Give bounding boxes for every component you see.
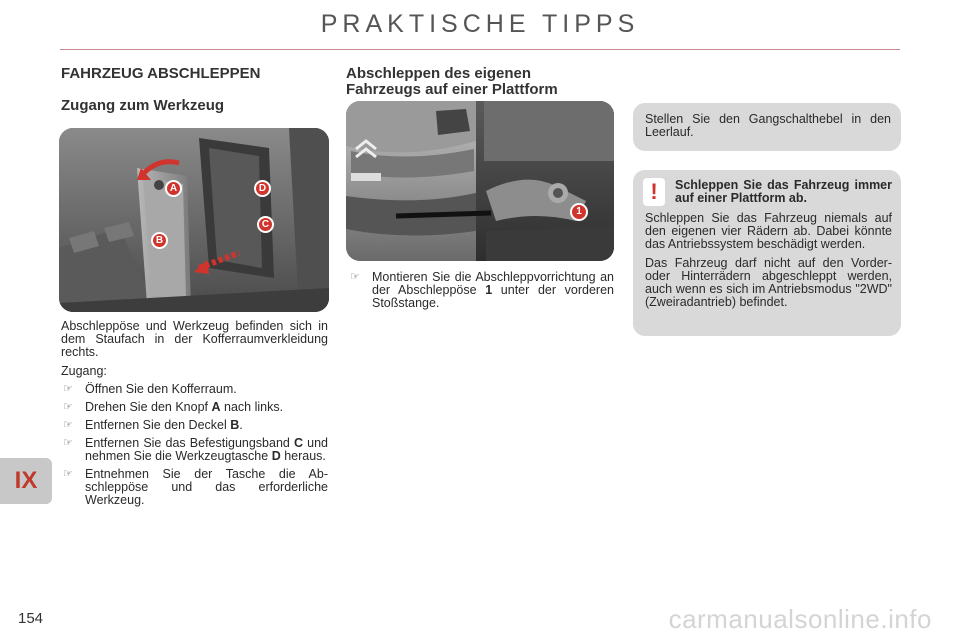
title-divider	[60, 49, 900, 50]
bullet-icon: ☞	[63, 401, 73, 413]
list-item: ☞ Entfernen Sie den Deckel B.	[63, 418, 243, 432]
list-item: ☞ Entfernen Sie das Befestigungsband C und nehmen Sie die Werkzeugtasche D heraus.	[63, 436, 328, 463]
gear-note: Stellen Sie den Gangschalthebel in den Leerlauf.	[633, 103, 901, 151]
bumper-photo	[346, 101, 614, 261]
label-c-marker: C	[257, 216, 274, 233]
tool-access-text	[61, 320, 328, 512]
bullet-icon: ☞	[63, 383, 73, 395]
warning-title: Schleppen Sie das Fahrzeug immer auf einer Plattform ab.	[675, 178, 892, 205]
list-item: ☞ Öffnen Sie den Kofferraum.	[63, 382, 237, 396]
bullet-icon: ☞	[63, 419, 73, 431]
chapter-tab	[0, 458, 52, 504]
label-1-marker: 1	[570, 203, 588, 221]
page-number: 154	[18, 610, 44, 627]
trunk-photo	[59, 128, 329, 312]
label-b-marker: B	[151, 232, 168, 249]
warning-paragraph-1: Schleppen Sie das Fahrzeug niemals auf den eigenen vier Rädern ab. Dabei könnte das Antriebssystem beschädigt werden.	[645, 211, 892, 251]
access-label: Zugang:	[61, 364, 107, 378]
watermark: carmanualsonline.info	[668, 604, 932, 634]
access-steps-list	[61, 383, 328, 507]
subheading-tool-access: Zugang zum Werkzeug	[61, 97, 225, 114]
list-item: ☞ Drehen Sie den Knopf A nach links.	[63, 400, 284, 414]
chapter-label: IX	[14, 467, 38, 494]
list-item: ☞ Montieren Sie die Abschleppvorrichtung an der Abschleppöse 1 unter der vorderen Stoßstange.	[350, 270, 614, 310]
exclamation-icon: !	[643, 178, 665, 206]
bullet-icon: ☞	[63, 468, 73, 480]
label-a-marker: A	[165, 180, 182, 197]
warning-note	[633, 170, 901, 336]
warning-paragraph-2: Das Fahrzeug darf nicht auf den Vorder- oder Hinterrädern abgeschleppt werden, auch wenn es sich im Antriebsmodus "2WD" (Zweiradantrieb) befindet.	[645, 256, 892, 309]
label-d-marker: D	[254, 180, 271, 197]
bullet-icon: ☞	[63, 437, 73, 449]
bullet-icon: ☞	[350, 271, 360, 283]
page-title: PRAKTISCHE TIPPS	[320, 10, 640, 38]
subheading-platform-towing: Abschleppen des eigenen Fahrzeugs auf einer Plattform	[346, 65, 558, 98]
list-item: ☞ Entnehmen Sie der Tasche die Abschleppöse und das erforderliche Werkzeug.	[63, 467, 328, 507]
platform-towing-text	[348, 271, 614, 315]
intro-paragraph: Abschleppöse und Werkzeug befinden sich in dem Staufach in der Kofferraumverkleidung rechts.	[61, 319, 328, 359]
section-title: FAHRZEUG ABSCHLEPPEN	[61, 65, 261, 82]
